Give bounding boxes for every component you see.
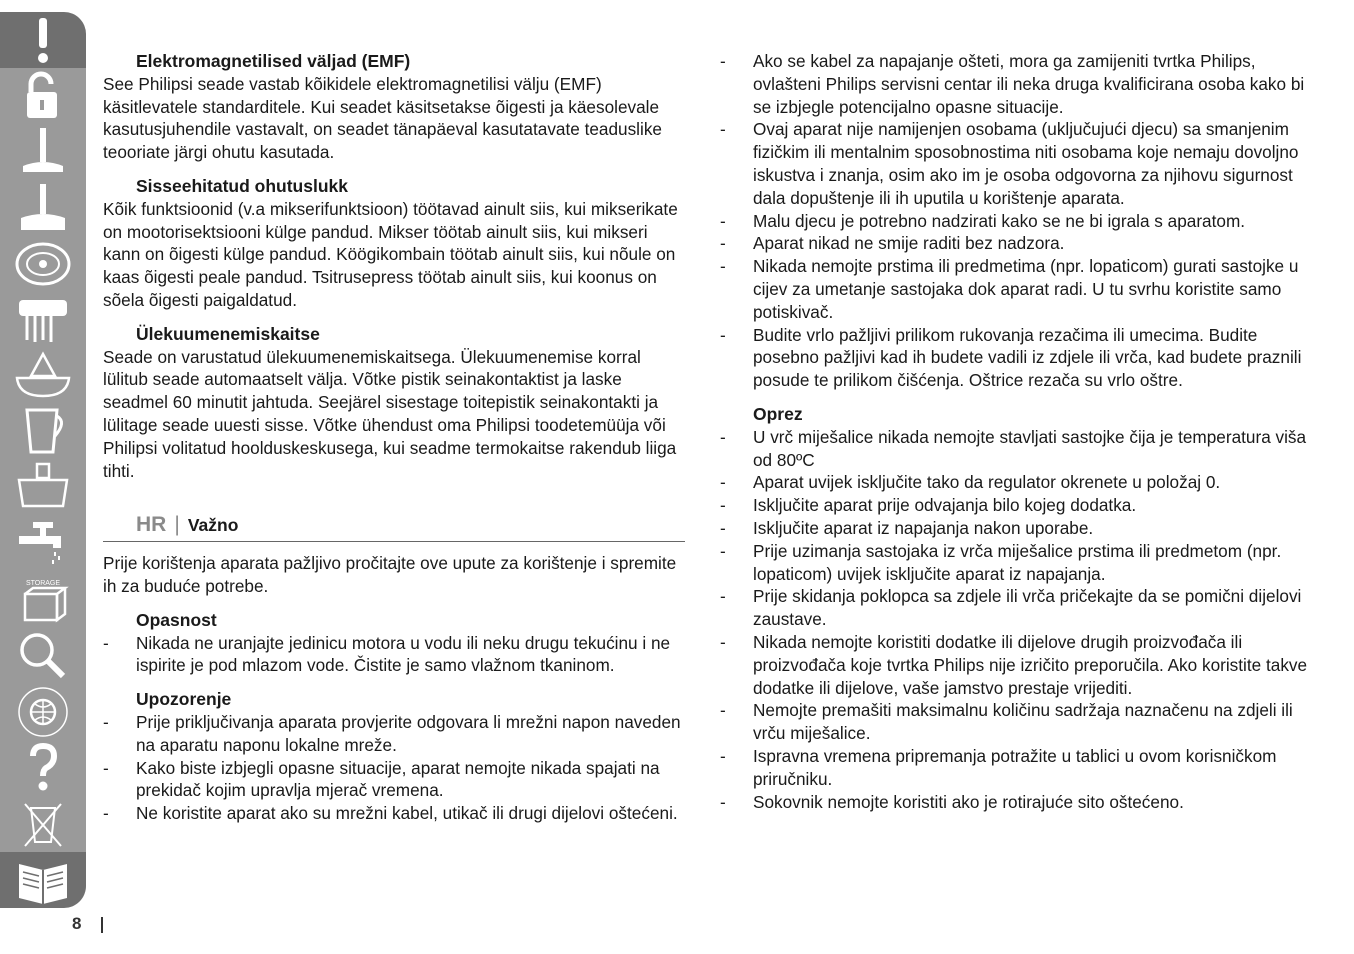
icon-sidebar bbox=[0, 12, 86, 908]
list-item: - Aparat uvijek isključite tako da regulator okrenete u položaj 0. bbox=[720, 472, 1221, 493]
list-item: - Ispravna vremena pripremanja potražite u tablici u ovom korisničkom priručniku. bbox=[720, 745, 1277, 789]
list-item: - Ne koristite aparat ako su mrežni kabel, utikač ili drugi dijelovi oštećeni. bbox=[103, 803, 678, 824]
whisk-icon[interactable] bbox=[0, 292, 86, 348]
right-column bbox=[720, 50, 1312, 813]
warning-heading: Upozorenje bbox=[136, 689, 232, 710]
overheat-text: Seade on varustatud ülekuumenemiskaitsega. Ülekuumenemise korral lülitub seade automaatselt välja. Võtke pistik seinakontaktist ja laske seadmel 60 minutit jahtuda. Seejärel sisestage toitepistik seinakontakti ja lülitage seade uuesti sisse. Võtke ühendust oma Philipsi toodetemüüja või Philipsi volitatud hoolduskeskusega, kui seadme termokaitse rakendub liiga tihti. bbox=[103, 346, 677, 481]
list-item: - Budite vrlo pažljivi prilikom rukovanja rezačima ili umecima. Budite posebno pažljivi kad ih budete vadili iz zdjele ili vrča, kad budete praznili posude te prilikom čišćenja. Oštrice rezača su vrlo oštre. bbox=[720, 324, 1302, 391]
safety-lock-heading: Sisseehitatud ohutuslukk bbox=[136, 175, 348, 196]
emf-text: See Philipsi seade vastab kõikidele elektromagnetilisi välju (EMF) käsitlevatele standarditele. Kui seadet käsitsetakse õigesti ja käesolevale kasutusjuhendile vastavalt, on seadet tänapäeval kasutatavate teaduslike teooriate järgi ohutu kasutada. bbox=[103, 73, 662, 163]
warning-icon[interactable] bbox=[0, 12, 86, 68]
list-item: - Nemojte premašiti maksimalnu količinu sadržaja naznačenu na zdjeli ili vrču miješalice. bbox=[720, 700, 1293, 744]
tap-icon[interactable] bbox=[0, 516, 86, 572]
list-item: - Nikada nemojte koristiti dodatke ili dijelove drugih proizvođača ili proizvođača koje tvrtka Philips nije izričito preporučila. Ako koristite takve dodatke ili dijelove, vaše jamstvo prestaje vrijediti. bbox=[720, 631, 1308, 698]
citrus-press-icon[interactable] bbox=[0, 348, 86, 404]
list-item: - Ovaj aparat nije namijenjen osobama (uključujući djecu) sa smanjenim fizičkim ili mentalnim sposobnostima niti osobama koje nemaju dovoljno iskustva i znanja, osim ako im je osoba odgovorna za njihovu sigurnost dala dopuštenje ili ih uputila u korištenje aparata. bbox=[720, 119, 1299, 208]
magnifier-icon[interactable] bbox=[0, 628, 86, 684]
caution-heading: Oprez bbox=[753, 403, 803, 424]
safety-lock-text: Kõik funktsioonid (v.a mikserifunktsioon) töötavad ainult siis, kui mikserikate on mootorisektsiooni külge pandud. Mikser töötab ainult siis, kui mikseri kann on õigesti külge pandud. Köögikombain töötab ainult siis, kui nõule on kaas õigesti peale pandud. Tsitrusepress töötab ainult siis, kui koonus on sõela õigesti paigaldatud. bbox=[103, 198, 678, 310]
unlock-icon[interactable] bbox=[0, 68, 86, 124]
list-item: - U vrč miješalice nikada nemojte stavljati sastojke čija je temperatura viša od 80ºC bbox=[720, 426, 1307, 470]
emf-heading: Elektromagnetilised väljad (EMF) bbox=[136, 51, 411, 71]
list-item: - Prije uzimanja sastojaka iz vrča miješalice prstima ili predmetom (npr. lopaticom) uvijek isključite aparat iz napajanja. bbox=[720, 540, 1282, 584]
blade-icon[interactable] bbox=[0, 124, 86, 180]
storage-label: STORAGE bbox=[25, 580, 61, 587]
overheat-heading: Ülekuumenemiskaitse bbox=[136, 323, 320, 344]
intro-text: Prije korištenja aparata pažljivo pročitajte ove upute za korištenje i spremite ih za buduće potrebe. bbox=[103, 553, 677, 596]
storage-icon[interactable] bbox=[0, 572, 86, 628]
disc-icon[interactable] bbox=[0, 236, 86, 292]
question-icon[interactable] bbox=[0, 740, 86, 796]
list-item: - Prije priključivanja aparata provjerite odgovara li mrežni napon naveden na aparatu naponu lokalne mreže. bbox=[103, 711, 681, 755]
list-item: - Isključite aparat iz napajanja nakon uporabe. bbox=[720, 517, 1094, 538]
left-column bbox=[103, 50, 685, 825]
guarantee-globe-icon[interactable] bbox=[0, 684, 86, 740]
disposal-bin-icon[interactable] bbox=[0, 796, 86, 852]
section-title bbox=[136, 514, 685, 537]
manual-book-icon[interactable] bbox=[0, 852, 86, 908]
list-item: - Kako biste izbjegli opasne situacije, aparat nemojte nikada spajati na prekidač kojim upravlja mjerač vremena. bbox=[103, 757, 660, 801]
kneading-icon[interactable] bbox=[0, 180, 86, 236]
list-item: - Malu djecu je potrebno nadzirati kako se ne bi igrala s aparatom. bbox=[720, 210, 1246, 231]
footer-divider bbox=[101, 917, 103, 933]
list-item: - Aparat nikad ne smije raditi bez nadzora. bbox=[720, 233, 1065, 254]
list-item: - Sokovnik nemojte koristiti ako je rotirajuće sito oštećeno. bbox=[720, 791, 1184, 812]
list-item: - Nikada nemojte prstima ili predmetima (npr. lopaticom) gurati sastojke u cijev za umetanje sastojaka dok aparat radi. U tu svrhu koristite samo potiskivač. bbox=[720, 256, 1299, 322]
danger-heading: Opasnost bbox=[136, 609, 217, 630]
blender-jug-icon[interactable] bbox=[0, 404, 86, 460]
section-divider bbox=[103, 541, 685, 542]
section-name: Važno bbox=[187, 515, 239, 536]
list-item: - Nikada ne uranjajte jedinicu motora u vodu ili neku drugu tekućinu i ne ispirite je pod mlazom vode. Čistite je samo vlažnom tkaninom. bbox=[103, 632, 671, 676]
page-number: 8 bbox=[72, 914, 82, 933]
list-item: - Prije skidanja poklopca sa zdjele ili vrča pričekajte da se pomični dijelovi zaustave. bbox=[720, 586, 1302, 630]
list-item: - Ako se kabel za napajanje ošteti, mora ga zamijeniti tvrtka Philips, ovlašteni Philips servisni centar ili neka druga kvalificirana osoba kako bi se izbjegle potencijalno opasne situacije. bbox=[720, 51, 1305, 117]
food-processor-icon[interactable] bbox=[0, 460, 86, 516]
list-item: - Isključite aparat prije odvajanja bilo kojeg dodatka. bbox=[720, 495, 1137, 516]
language-code: HR bbox=[136, 513, 167, 537]
title-separator: | bbox=[174, 513, 180, 537]
